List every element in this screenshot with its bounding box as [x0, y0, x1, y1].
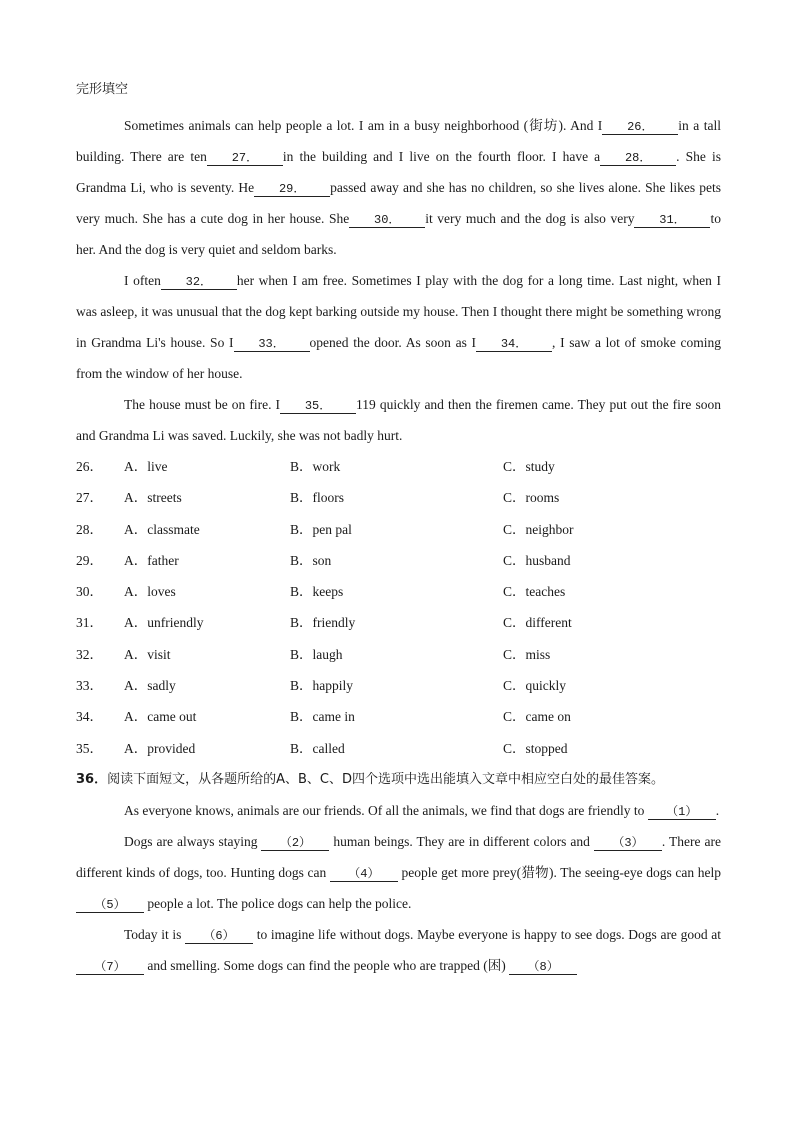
blank-3[interactable]: （3）	[594, 836, 662, 851]
question-number: 26．	[76, 459, 103, 474]
option-c[interactable]: C．stopped	[503, 740, 568, 756]
blank-30[interactable]: 30．	[349, 213, 425, 228]
passage-text: her when I am free. Sometimes I play with the dog for a long time. Last night, when I was asleep, it was unusual that the dog kept barking outside my house. Then I thought there might be something wrong in Grandma Li's house. So I	[76, 273, 721, 350]
option-a[interactable]: A．live	[124, 459, 168, 474]
option-row	[76, 514, 721, 545]
passage1-paragraph-3	[76, 389, 721, 451]
answer-options	[76, 451, 721, 764]
passage-text: to her. And the dog is very quiet and seldom barks.	[76, 211, 721, 257]
blank-26[interactable]: 26．	[602, 120, 678, 135]
blank-32[interactable]: 32．	[161, 275, 237, 290]
option-b[interactable]: B．friendly	[290, 615, 356, 631]
blank-5[interactable]: （5）	[76, 898, 144, 913]
option-c[interactable]: C．husband	[503, 552, 571, 568]
passage-text: 119 quickly and then the firemen came. They put out the fire soon and Grandma Li was saved. Luckily, she was not badly hurt.	[76, 397, 721, 443]
option-row	[76, 451, 721, 482]
passage-text: , I saw a lot of smoke coming from the window of her house.	[76, 335, 721, 381]
option-c[interactable]: C．different	[503, 615, 572, 631]
option-row	[76, 576, 721, 607]
blank-33[interactable]: 33．	[234, 337, 310, 352]
option-row	[76, 701, 721, 732]
option-c[interactable]: C．rooms	[503, 490, 560, 506]
question-number: 34．	[76, 709, 103, 725]
option-b[interactable]: B．son	[290, 552, 332, 568]
option-b[interactable]: B．work	[290, 459, 341, 474]
passage-text: .	[715, 802, 720, 818]
passage1-paragraph-1	[76, 110, 721, 265]
blank-27[interactable]: 27．	[207, 151, 283, 166]
option-row	[76, 733, 721, 764]
option-a[interactable]: A．visit	[124, 646, 171, 662]
blank-35[interactable]: 35．	[280, 399, 356, 414]
question-number: 30．	[76, 584, 103, 600]
blank-6[interactable]: （6）	[185, 929, 253, 944]
question-number: 31．	[76, 615, 103, 631]
option-b[interactable]: B．happily	[290, 678, 353, 694]
option-a[interactable]: A．unfriendly	[124, 615, 204, 631]
passage-text: and smelling. Some dogs can find the people who are trapped (困)	[144, 957, 510, 973]
option-b[interactable]: B．came in	[290, 709, 355, 725]
blank-8[interactable]: （8）	[509, 960, 577, 975]
passage-text: . She is Grandma Li, who is seventy. He	[76, 149, 721, 195]
passage-text: in a tall building. There are ten	[76, 118, 721, 164]
option-row	[76, 545, 721, 576]
option-a[interactable]: A．father	[124, 552, 179, 568]
option-a[interactable]: A．loves	[124, 584, 176, 600]
passage-text: to imagine life without dogs. Maybe everyone is happy to see dogs. Dogs are good at	[253, 926, 721, 942]
option-row	[76, 482, 721, 513]
question-number: 35．	[76, 740, 103, 756]
question-number: 36．	[76, 771, 108, 787]
passage-text: passed away and she has no children, so she lives alone. She likes pets very much. She has a cute dog in her house. She	[76, 180, 721, 226]
option-b[interactable]: B．keeps	[290, 584, 344, 600]
option-c[interactable]: C．neighbor	[503, 521, 574, 537]
passage-text: Sometimes animals can help people a lot. I am in a busy neighborhood (街坊). And I	[124, 118, 603, 133]
passage1-paragraph-2	[76, 265, 721, 389]
option-c[interactable]: C．quickly	[503, 678, 566, 694]
option-b[interactable]: B．floors	[290, 490, 344, 506]
passage-text: The house must be on fire. I	[124, 397, 281, 412]
passage-text: As everyone knows, animals are our friends. Of all the animals, we find that dogs are friendly to	[124, 802, 648, 818]
passage-text: . There are different kinds of dogs, too. Hunting dogs can	[76, 833, 721, 880]
option-a[interactable]: A．sadly	[124, 678, 176, 694]
blank-34[interactable]: 34．	[476, 337, 552, 352]
passage-text: in the building and I live on the fourth floor. I have a	[282, 149, 601, 164]
option-a[interactable]: A．provided	[124, 740, 196, 756]
passage-text: people get more prey(猎物). The seeing-eye dogs can help	[397, 864, 721, 880]
option-c[interactable]: C．teaches	[503, 584, 566, 600]
question-36-instruction	[76, 764, 721, 795]
option-b[interactable]: B．pen pal	[290, 521, 352, 537]
instruction-text: 阅读下面短文，从各题所给的A、B、C、D四个选项中选出能填入文章中相应空白处的最佳答案。	[107, 771, 664, 787]
option-c[interactable]: C．came on	[503, 709, 571, 725]
blank-1[interactable]: （1）	[648, 805, 716, 820]
option-b[interactable]: B．laugh	[290, 646, 343, 662]
option-c[interactable]: C．miss	[503, 646, 551, 662]
question-number: 29．	[76, 552, 103, 568]
option-b[interactable]: B．called	[290, 740, 345, 756]
question-number: 32．	[76, 646, 103, 662]
passage-text: it very much and the dog is also very	[425, 211, 635, 226]
option-a[interactable]: A．came out	[124, 709, 197, 725]
passage-text: people a lot. The police dogs can help the police.	[144, 895, 412, 911]
option-row	[76, 670, 721, 701]
blank-7[interactable]: （7）	[76, 960, 144, 975]
passage2-paragraph-2	[76, 826, 721, 919]
blank-4[interactable]: （4）	[330, 867, 398, 882]
blank-2[interactable]: （2）	[261, 836, 329, 851]
option-row	[76, 607, 721, 638]
option-a[interactable]: A．streets	[124, 490, 182, 506]
passage2-paragraph-1	[76, 795, 721, 826]
passage-text: I often	[124, 273, 161, 288]
question-number: 28．	[76, 521, 103, 537]
question-number: 27．	[76, 490, 103, 506]
option-c[interactable]: C．study	[503, 459, 555, 474]
passage-text: Today it is	[124, 926, 186, 942]
option-row	[76, 639, 721, 670]
passage-text: opened the door. As soon as I	[309, 335, 477, 350]
passage-text: human beings. They are in different colors and	[329, 833, 594, 849]
option-a[interactable]: A．classmate	[124, 521, 200, 537]
blank-28[interactable]: 28．	[600, 151, 676, 166]
passage-text: Dogs are always staying	[124, 833, 262, 849]
blank-31[interactable]: 31．	[634, 213, 710, 228]
blank-29[interactable]: 29．	[254, 182, 330, 197]
question-number: 33．	[76, 678, 103, 694]
passage2-paragraph-3	[76, 919, 721, 981]
exam-page	[76, 80, 721, 981]
section-title: 完形填空	[76, 82, 129, 97]
